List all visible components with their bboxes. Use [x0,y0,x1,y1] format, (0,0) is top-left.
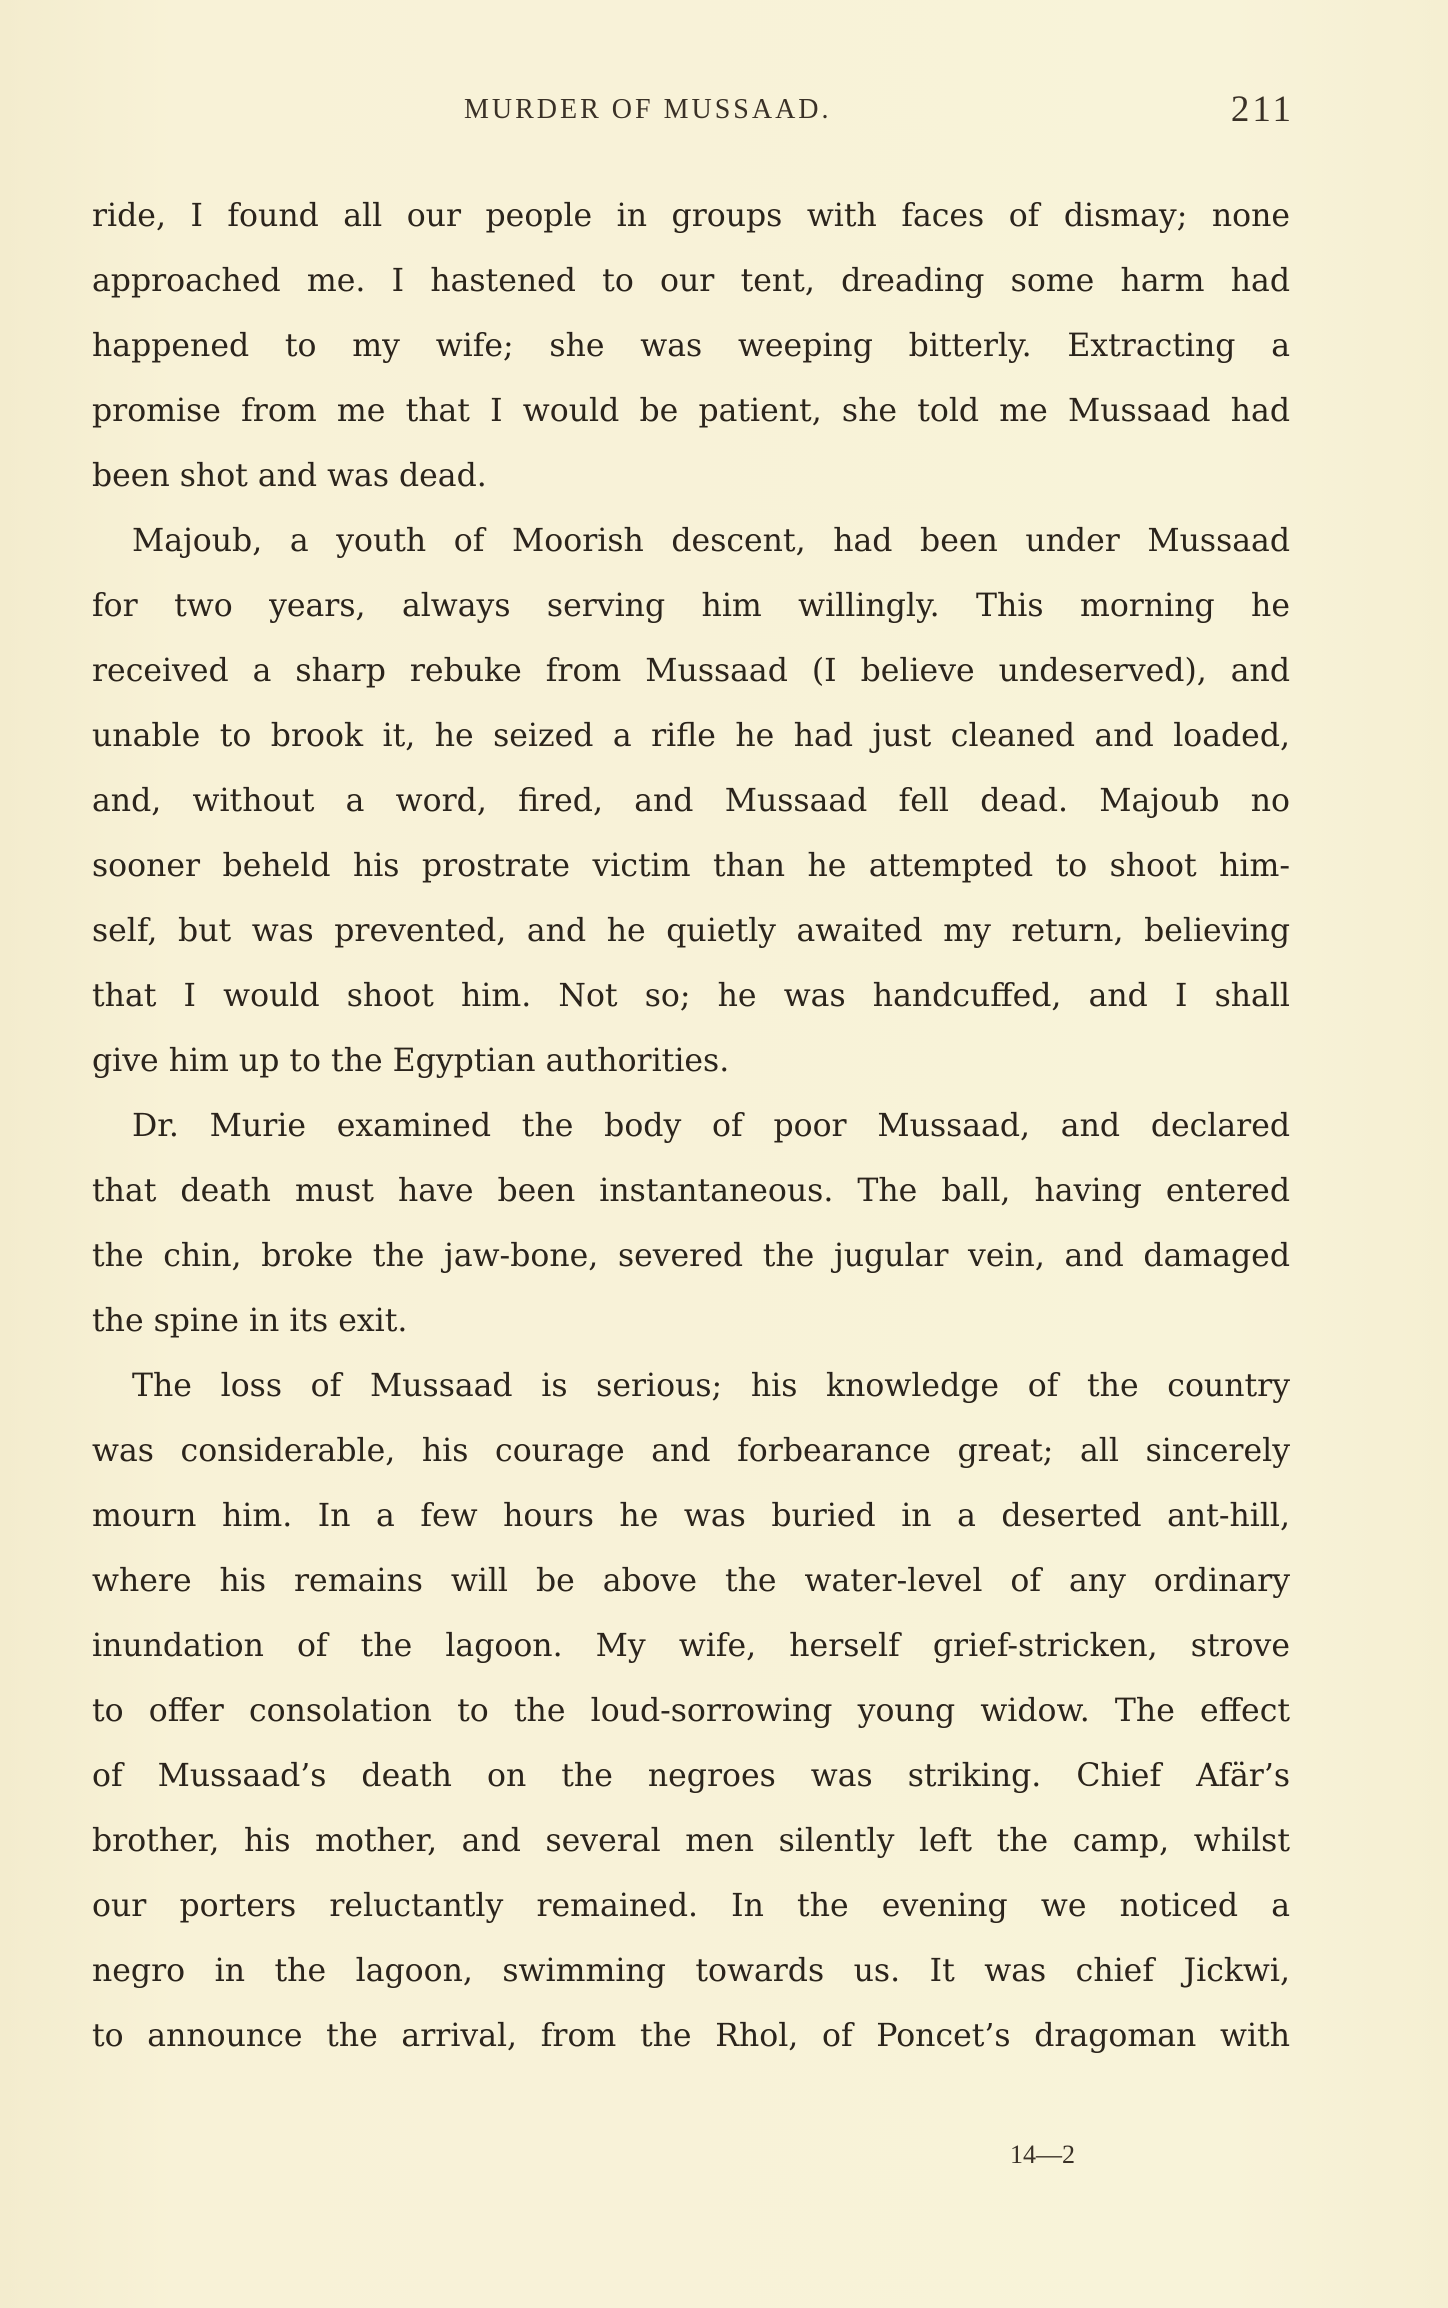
text-line: unable to brook it, he seized a rifle he had just cleaned and loaded, [92,718,1290,754]
text-line: sooner beheld his prostrate victim than he attempted to shoot him- [92,848,1290,884]
text-line: brother, his mother, and several men silently left the camp, whilst [92,1823,1290,1859]
text-line: that I would shoot him. Not so; he was handcuffed, and I shall [92,978,1290,1014]
text-line: mourn him. In a few hours he was buried in a deserted ant-hill, [92,1498,1290,1534]
text-line: the chin, broke the jaw-bone, severed the jugular vein, and damaged [92,1238,1290,1274]
text-line: Majoub, a youth of Moorish descent, had been under Mussaad [132,523,1290,559]
text-line: ride, I found all our people in groups with faces of dismay; none [92,198,1290,234]
page-number: 211 [1230,89,1294,130]
text-line: and, without a word, fired, and Mussaad fell dead. Majoub no [92,783,1290,819]
running-head [94,88,1294,138]
body-text [92,184,1290,2069]
text-line: approached me. I hastened to our tent, dreading some harm had [92,263,1290,299]
text-line: received a sharp rebuke from Mussaad (I believe undeserved), and [92,653,1290,689]
text-line: that death must have been instantaneous. The ball, having entered [92,1173,1290,1209]
text-line: self, but was prevented, and he quietly awaited my return, believing [92,913,1290,949]
text-line: the spine in its exit. [92,1303,408,1339]
text-line: to announce the arrival, from the Rhol, of Poncet’s dragoman with [92,2018,1290,2054]
text-line: been shot and was dead. [92,458,487,494]
printer-signature-mark: 14—2 [1010,2140,1075,2169]
text-line: inundation of the lagoon. My wife, herself grief-stricken, strove [92,1628,1290,1664]
text-line: for two years, always serving him willingly. This morning he [92,588,1290,624]
text-line: The loss of Mussaad is serious; his knowledge of the country [132,1368,1290,1404]
text-line: our porters reluctantly remained. In the evening we noticed a [92,1888,1290,1924]
text-line: give him up to the Egyptian authorities. [92,1043,730,1079]
text-line: happened to my wife; she was weeping bitterly. Extracting a [92,328,1290,364]
text-line: where his remains will be above the water-level of any ordinary [92,1563,1290,1599]
text-line: was considerable, his courage and forbearance great; all sincerely [92,1433,1290,1469]
text-line: Dr. Murie examined the body of poor Mussaad, and declared [132,1108,1290,1144]
running-head-title: MURDER OF MUSSAAD. [464,94,832,125]
text-line: of Mussaad’s death on the negroes was striking. Chief Afär’s [92,1758,1290,1794]
text-line: promise from me that I would be patient, she told me Mussaad had [92,393,1290,429]
text-line: negro in the lagoon, swimming towards us. It was chief Jickwi, [92,1953,1290,1989]
text-line: to offer consolation to the loud-sorrowing young widow. The effect [92,1693,1290,1729]
